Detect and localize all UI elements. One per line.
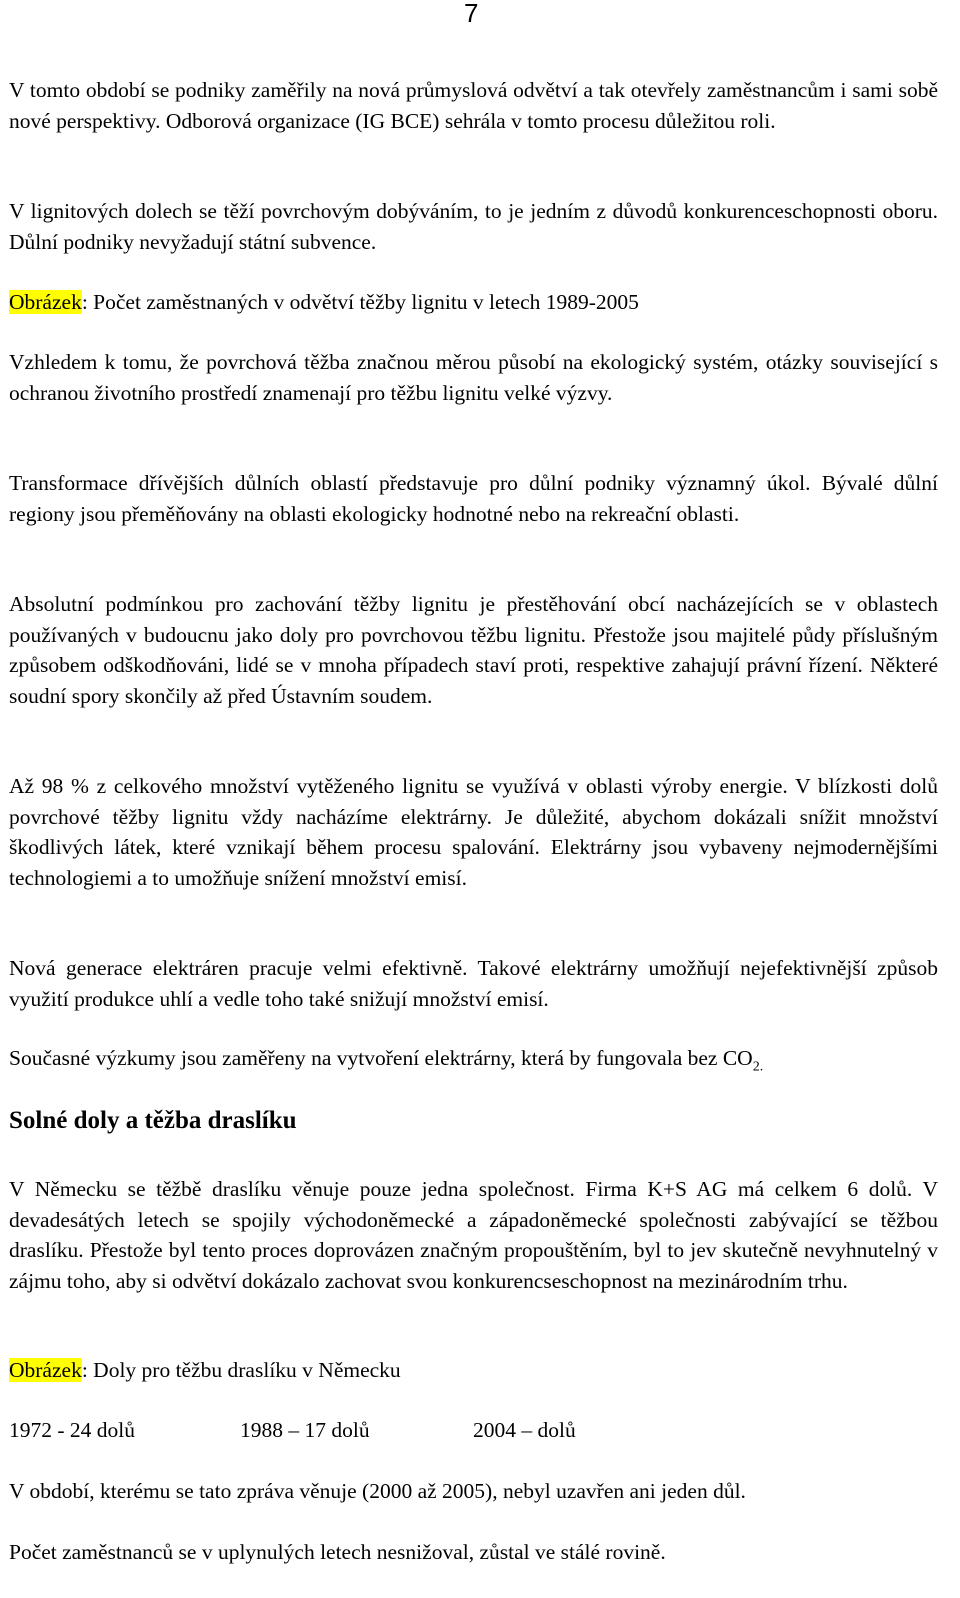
paragraph-lignite-mining: V lignitových dolech se těží povrchovým dobýváním, to je jedním z důvodů konkurenceschopnosti oboru. Důlní podniky nevyžadují státní subvence. [9,199,938,254]
figure-caption-potash-mines [9,1355,938,1386]
section-heading: Solné doly a těžba draslíku [9,1107,297,1134]
figure-caption-text: : Doly pro těžbu draslíku v Německu [81,1358,401,1382]
paragraph-potash: V Německu se těžbě draslíku věnuje pouze jedna společnost. Firma K+S AG má celkem 6 dolů. V devadesátých letech se spojily východoněmecké a západoněmecké společnosti zabývající se těžbou draslíku. Přestože byl tento proces doprovázen značným propouštěním, byl to jev skutečně nevyhnutelný v zájmu toho, aby si odvětví dokázalo zachovat svou konkurencseschopnost na mezinárodním trhu. [9,1177,938,1293]
stat-2004: 2004 – dolů [473,1418,576,1442]
paragraph-no-closures: V období, kterému se tato zpráva věnuje (2000 až 2005), nebyl uzavřen ani jeden důl. [9,1479,746,1503]
research-text: Současné výzkumy jsou zaměřeny na vytvoření elektrárny, která by fungovala bez CO [9,1046,753,1070]
stat-1972: 1972 - 24 dolů [9,1418,136,1442]
figure-label: Obrázek [9,1358,82,1382]
paragraph-relocation: Absolutní podmínkou pro zachování těžby lignitu je přestěhování obcí nacházejících se v oblastech používaných v budoucnu jako doly pro povrchovou těžbu lignitu. Přestože jsou majitelé půdy příslušným způsobem odškodňováni, lidé se v mnoha případech staví proti, respektive zahajují právní řízení. Některé soudní spory skončily až před Ústavním soudem. [9,592,938,708]
paragraph-energy-production: Až 98 % z celkového množství vytěženého lignitu se využívá v oblasti výroby energie. V blízkosti dolů povrchové těžby lignitu vždy nacházíme elektrárny. Je důležité, abychom dokázali snížit množství škodlivých látek, které vznikají během procesu spalování. Elektrárny jsou vybaveny nejmodernějšími technologiemi a to umožňuje snížení množství emisí. [9,774,938,890]
paragraph-new-industries: V tomto období se podniky zaměřily na nová průmyslová odvětví a tak otevřely zaměstnancům i sami sobě nové perspektivy. Odborová organizace (IG BCE) sehrála v tomto procesu důležitou roli. [9,78,938,133]
stat-1988: 1988 – 17 dolů [240,1418,370,1442]
paragraph-research [9,1043,938,1083]
figure-caption-employment [9,287,938,318]
co2-subscript: 2. [752,1059,764,1075]
figure-caption-text: : Počet zaměstnaných v odvětví těžby lignitu v letech 1989-2005 [81,290,639,314]
paragraph-ecology: Vzhledem k tomu, že povrchová těžba značnou měrou působí na ekologický systém, otázky související s ochranou životního prostředí znamenají pro těžbu lignitu velké výzvy. [9,350,938,405]
page-number: 7 [464,0,479,28]
paragraph-transformation: Transformace dřívějších důlních oblastí představuje pro důlní podniky významný úkol. Bývalé důlní regiony jsou přeměňovány na oblasti ekologicky hodnotné nebo na rekreační oblasti. [9,471,938,526]
paragraph-employees: Počet zaměstnanců se v uplynulých letech nesnižoval, zůstal ve stálé rovině. [9,1540,666,1564]
figure-label: Obrázek [9,290,82,314]
paragraph-new-generation: Nová generace elektráren pracuje velmi efektivně. Takové elektrárny umožňují nejefektivnější způsob využití produkce uhlí a vedle toho také snižují množství emisí. [9,956,938,1011]
